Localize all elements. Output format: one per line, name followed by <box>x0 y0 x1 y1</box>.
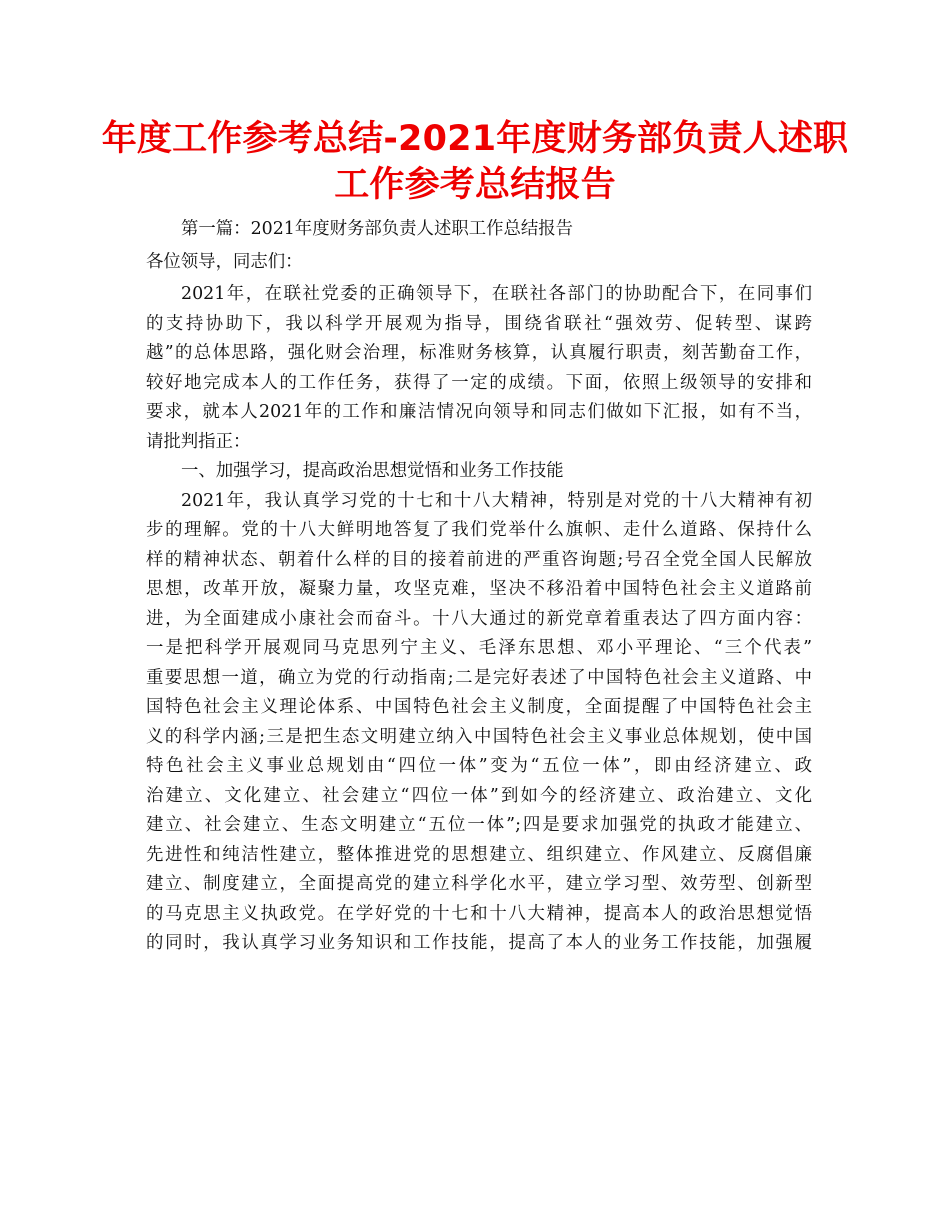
document-title <box>100 116 850 208</box>
paragraph-line: 较好地完成本人的工作任务，获得了一定的成绩。下面，依照上级领导的安排和 <box>146 372 812 393</box>
paragraph-line: 样的精神状态、朝着什么样的目的接着前进的严重咨询题;号召全党全国人民解放 <box>146 549 812 570</box>
document-body <box>146 215 812 959</box>
paragraph-line: 先进性和纯洁性建立，整体推进党的思想建立、组织建立、作风建立、反腐倡廉 <box>146 844 812 865</box>
paragraph-line: 进，为全面建成小康社会而奋斗。十八大通过的新党章着重表达了四方面内容： <box>146 608 812 629</box>
paragraph-line: 思想，改革开放，凝聚力量，攻坚克难，坚决不移沿着中国特色社会主义道路前 <box>146 579 812 599</box>
paragraph-1 <box>146 280 812 457</box>
paragraph-line: 的同时，我认真学习业务知识和工作技能，提高了本人的业务工作技能，加强履 <box>146 933 812 953</box>
paragraph-line: 越”的总体思路，强化财会治理，标准财务核算，认真履行职责，刻苦勤奋工作， <box>146 343 812 363</box>
salutation: 各位领导，同志们： <box>146 251 303 272</box>
paragraph-line: 要求，就本人2021年的工作和廉洁情况向领导和同志们做如下汇报，如有不当， <box>146 402 812 422</box>
paragraph-line: 2021年，我认真学习党的十七和十八大精神，特别是对党的十八大精神有初 <box>181 490 812 511</box>
paragraph-line: 一是把科学开展观同马克思列宁主义、毛泽东思想、邓小平理论、“三个代表” <box>146 638 812 658</box>
subheading: 第一篇：2021年度财务部负责人述职工作总结报告 <box>181 219 574 239</box>
paragraph-2 <box>146 487 812 959</box>
paragraph-line: 建立、社会建立、生态文明建立“五位一体”;四是要求加强党的执政才能建立、 <box>146 815 812 835</box>
paragraph-line: 的马克思主义执政党。在学好党的十七和十八大精神，提高本人的政治思想觉悟 <box>146 903 812 924</box>
paragraph-line: 2021年，在联社党委的正确领导下，在联社各部门的协助配合下，在同事们 <box>181 284 812 304</box>
section-heading: 一、加强学习，提高政治思想觉悟和业务工作技能 <box>181 461 564 481</box>
paragraph-line: 治建立、文化建立、社会建立“四位一体”到如今的经济建立、政治建立、文化 <box>146 785 812 806</box>
paragraph-line: 国特色社会主义理论体系、中国特色社会主义制度，全面提醒了中国特色社会主 <box>146 697 812 717</box>
paragraph-line: 建立、制度建立，全面提高党的建立科学化水平，建立学习型、效劳型、创新型 <box>146 874 812 894</box>
paragraph-line: 请批判指正： <box>146 431 251 452</box>
title-line: 工作参考总结报告 <box>334 165 616 205</box>
paragraph-line: 步的理解。党的十八大鲜明地答复了我们党举什么旗帜、走什么道路、保持什么 <box>146 520 812 540</box>
title-line: 年度工作参考总结-2021年度财务部负责人述职 <box>101 119 849 159</box>
paragraph-line: 重要思想一道，确立为党的行动指南;二是完好表述了中国特色社会主义道路、中 <box>146 667 812 688</box>
paragraph-line: 的支持协助下，我以科学开展观为指导，围绕省联社“强效劳、促转型、谋跨 <box>146 313 812 334</box>
paragraph-line: 义的科学内涵;三是把生态文明建立纳入中国特色社会主义事业总体规划，使中国 <box>146 726 812 747</box>
paragraph-line: 特色社会主义事业总规划由“四位一体”变为“五位一体”，即由经济建立、政 <box>146 756 812 776</box>
